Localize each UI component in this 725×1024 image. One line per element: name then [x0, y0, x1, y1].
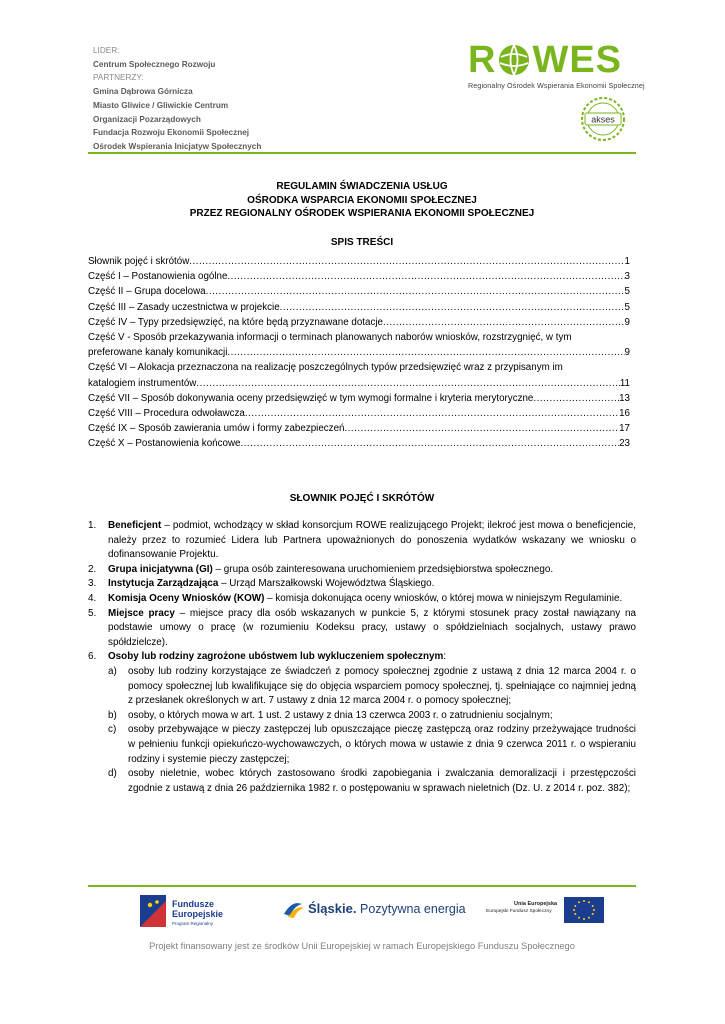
- glossary-subitem: [88, 709, 636, 724]
- logo-letter: R: [468, 39, 497, 81]
- toc-title: Część III – Zasady uczestnictwa w projekcie: [88, 301, 280, 313]
- toc-entry[interactable]: [88, 360, 630, 390]
- glossary-term: Beneficjent: [108, 520, 162, 531]
- document-title: [88, 180, 636, 221]
- glossary-definition: :: [443, 651, 447, 663]
- glossary-term: Grupa inicjatywna (GI): [108, 563, 213, 575]
- toc-title: Część VI – Alokacja przeznaczona na realizację poszczególnych typów przedsięwzięć wraz z przypisanym im: [88, 362, 563, 374]
- item-number: 6.: [88, 651, 97, 663]
- glossary-subitem: [88, 723, 636, 767]
- toc-title: Część X – Postanowienia końcowe: [88, 438, 241, 450]
- toc-title: preferowane kanały komunikacji: [88, 347, 228, 359]
- toc-page: 9: [624, 316, 630, 328]
- ue-text: Europejski Fundusz Społeczny: [486, 909, 552, 914]
- toc-entry[interactable]: [88, 269, 630, 284]
- toc-page: 11: [619, 377, 630, 389]
- glossary-definition: – Urząd Marszałkowski Województwa Śląskiego.: [218, 578, 435, 590]
- footer-divider: [88, 885, 636, 887]
- partner-name: Ośrodek Wspierania Inicjatyw Społecznych: [93, 141, 262, 151]
- subitem-letter: b): [108, 709, 117, 721]
- toc-entry[interactable]: [88, 421, 630, 436]
- fe-text: Program Regionalny: [172, 921, 214, 926]
- subitem-text: osoby przebywające w pieczy zastępczej lub opuszczające pieczę zastępczą oraz rodziny przeżywające trudności w pełnieniu funkcji opiekuńczo-wychowawczych, o których mowa w ustawie z dnia 9 czerwca 2011 r. o wspieraniu rodziny i systemie pieczy zastępczej;: [128, 724, 636, 765]
- table-of-contents: [88, 254, 630, 452]
- subitem-letter: d): [108, 768, 117, 780]
- glossary-subitem: [88, 665, 636, 709]
- toc-entry[interactable]: [88, 254, 630, 269]
- partner-name: Miasto Gliwice / Gliwickie Centrum: [93, 100, 229, 110]
- glossary-item: [88, 519, 636, 563]
- toc-page: 3: [624, 271, 630, 283]
- glossary-heading: SŁOWNIK POJĘĆ I SKRÓTÓW: [289, 493, 435, 504]
- fe-text: Europejskie: [172, 909, 224, 919]
- toc-entry[interactable]: [88, 330, 630, 360]
- item-number: 4.: [88, 592, 97, 604]
- fundusze-europejskie-logo: [140, 893, 240, 929]
- subitem-letter: a): [108, 665, 117, 677]
- toc-title: Część I – Postanowienia ogólne: [88, 271, 228, 283]
- toc-page: 9: [624, 347, 630, 359]
- toc-page: 5: [624, 286, 630, 298]
- globe-icon: [497, 43, 531, 77]
- header-divider: [88, 152, 636, 154]
- logo-letters: WES: [532, 39, 623, 81]
- glossary-definition: – komisja dokonująca oceny wniosków, o której mowa w niniejszym Regulaminie.: [264, 592, 623, 604]
- toc-page: 13: [619, 392, 630, 404]
- glossary-term: Komisja Oceny Wniosków (KOW): [108, 592, 265, 604]
- glossary-item: [88, 563, 636, 578]
- glossary-term: Osoby lub rodziny zagrożone ubóstwem lub wykluczeniem społecznym: [108, 651, 444, 663]
- toc-entry[interactable]: [88, 300, 630, 315]
- glossary-definition: – grupa osób zainteresowana uruchomieniem przedsiębiorstwa społecznego.: [212, 563, 554, 575]
- title-line: PRZEZ REGIONALNY OŚRODEK WSPIERANIA EKONOMII SPOŁECZNEJ: [189, 208, 535, 219]
- toc-heading: SPIS TREŚCI: [330, 237, 394, 248]
- subitem-text: osoby lub rodziny korzystające ze świadczeń z pomocy społecznej zgodnie z ustawą z dnia 12 marca 2004 r. o pomocy społecznej lub kwalifikujące się do objęcia wsparciem pomocy społecznej, tj. spełniające co najmniej jedną z przesłanek określonych w art. 7 ustawy z dnia 12 marca 2004 r. o pomocy społecznej;: [128, 665, 636, 707]
- glossary-item: [88, 577, 636, 592]
- subitem-text: osoby nieletnie, wobec których zastosowano środki zapobiegania i zwalczania demoralizacji i przestępczości zgodnie z ustawą z dnia 26 października 1982 r. o postępowaniu w sprawach nieletnich (Dz. U. z 2014 r. poz. 382);: [128, 768, 636, 794]
- toc-title: Część VIII – Procedura odwoławcza: [88, 408, 245, 420]
- toc-title: Część V - Sposób przekazywania informacji o terminach planowanych naborów wniosków, rozstrzygnięć, w tym: [88, 332, 572, 344]
- toc-entry[interactable]: [88, 284, 630, 299]
- glossary-term: Instytucja Zarządzająca: [108, 578, 219, 590]
- item-number: 3.: [88, 578, 97, 590]
- partner-name: Organizacji Pozarządowych: [93, 114, 201, 124]
- toc-page: 5: [624, 301, 630, 313]
- toc-page: 17: [619, 423, 630, 435]
- glossary-definition: – podmiot, wchodzący w skład konsorcjum ROWE realizującego Projekt; ilekroć jest mowa o beneficjencie, należy przez to rozumieć Lidera lub Partnera upoważnionych do ponoszenia wydatków wskazany we wniosku o dofinansowanie Projektu.: [108, 520, 636, 561]
- item-number: 2.: [88, 563, 97, 575]
- unia-europejska-logo: [484, 893, 606, 925]
- partner-name: Fundacja Rozwoju Ekonomii Społecznej: [93, 128, 250, 138]
- toc-entry[interactable]: [88, 315, 630, 330]
- glossary-definition: – miejsce pracy dla osób wskazanych w punkcie 5, z którymi stosunek pracy został nawiązany na podstawie umowy o pracę (w rozumieniu Kodeksu pracy, ustawy o spółdzielniach socjalnych, ustawy prawo spółdzielcze).: [108, 607, 636, 648]
- partners-label: PARTNERZY:: [93, 73, 144, 83]
- lider-label: LIDER:: [93, 46, 120, 55]
- glossary-item: [88, 607, 636, 651]
- partner-name: Gmina Dąbrowa Górnicza: [93, 87, 193, 97]
- toc-entry[interactable]: [88, 436, 630, 451]
- akses-badge-icon: [571, 95, 635, 143]
- toc-title: Część II – Grupa docelowa: [88, 286, 206, 298]
- subitem-letter: c): [108, 724, 117, 736]
- toc-entry[interactable]: [88, 391, 630, 406]
- slaskie-logo: [282, 896, 472, 920]
- glossary-list: [88, 519, 636, 796]
- funding-note: Projekt finansowany jest ze środków Unii Europejskiej w ramach Europejskiego Funduszu Społecznego: [149, 941, 575, 951]
- rowes-logo: [468, 39, 645, 90]
- subitem-text: osoby, o których mowa w art. 1 ust. 2 ustawy z dnia 13 czerwca 2003 r. o zatrudnieniu socjalnym;: [128, 709, 553, 721]
- glossary-term: Miejsce pracy: [108, 607, 175, 619]
- lider-name: Centrum Społecznego Rozwoju: [93, 59, 216, 69]
- toc-page: 1: [624, 256, 630, 267]
- toc-page: 16: [619, 408, 630, 420]
- toc-title: Część IX – Sposób zawierania umów i formy zabezpieczeń: [88, 423, 345, 435]
- toc-title: katalogiem instrumentów: [88, 377, 197, 389]
- glossary-item: [88, 650, 636, 665]
- ue-text: Unia Europejska: [514, 901, 558, 907]
- logo-subtitle: Regionalny Ośrodek Wspierania Ekonomii Społecznej: [468, 81, 645, 90]
- item-number: 1.: [88, 520, 97, 531]
- title-line: OŚRODKA WSPARCIA EKONOMII SPOŁECZNEJ: [247, 194, 477, 206]
- toc-title: Część VII – Sposób dokonywania oceny przedsięwzięć w tym wymogi formalne i kryteria merytoryczne: [88, 392, 534, 404]
- title-line: REGULAMIN ŚWIADCZENIA USŁUG: [276, 181, 448, 192]
- fe-text: Fundusze: [172, 899, 214, 909]
- item-number: 5.: [88, 607, 97, 619]
- glossary-subitem: [88, 767, 636, 796]
- slaskie-slogan: Pozytywna energia: [360, 902, 466, 916]
- toc-title: Słownik pojęć i skrótów: [88, 256, 190, 267]
- glossary-item: [88, 592, 636, 607]
- toc-page: 23: [619, 438, 630, 450]
- slaskie-brand: Śląskie.: [308, 901, 357, 916]
- akses-text: akses: [591, 114, 615, 125]
- toc-entry[interactable]: [88, 406, 630, 421]
- toc-title: Część IV – Typy przedsięwzięć, na które będą przyznawane dotacje: [88, 316, 383, 328]
- partners-block: [93, 44, 261, 154]
